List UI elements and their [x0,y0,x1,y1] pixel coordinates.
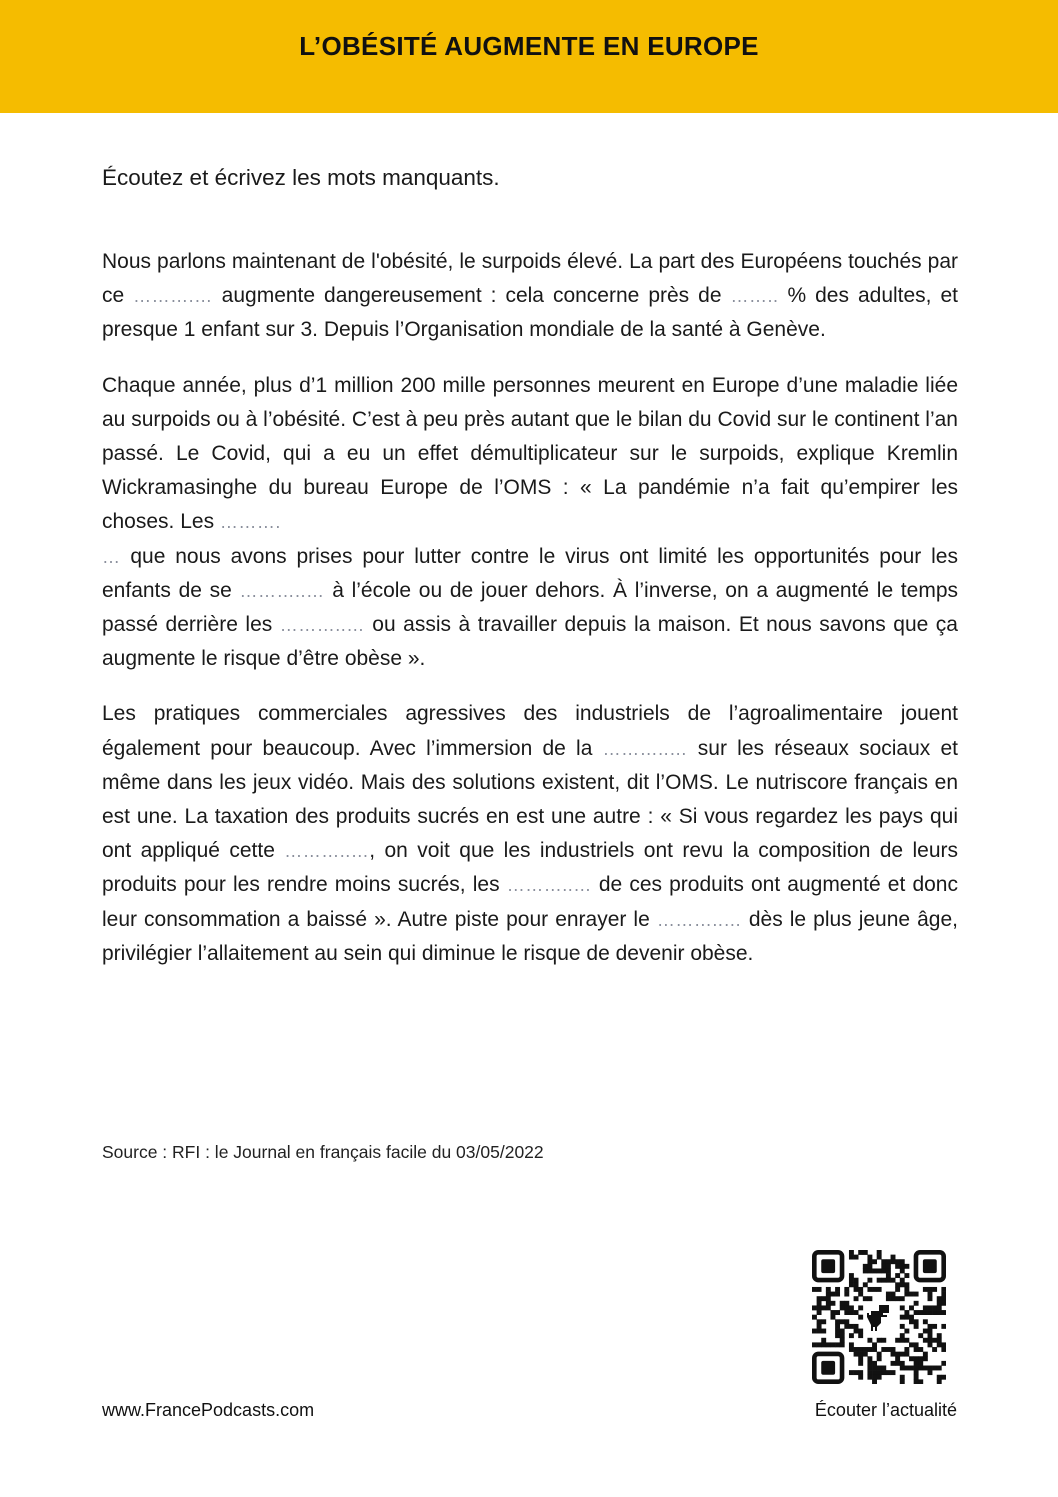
text-segment: augmente dangereusement : cela concerne près de [212,284,731,308]
text-segment: Chaque année, plus d’1 million 200 mille personnes meurent en Europe d’une maladie liée au surpoids ou à l’obésité. C’est à peu près autant que le bilan du Covid sur le continent l’an passé. Le Covid, qui a eu un effet démultiplicateur sur le surpoids, explique Kremlin Wickramasinghe du bureau Europe de l’OMS : « La pandémie n’a fait qu’empirer les choses. Les [102,373,958,534]
paragraph-2 [102,369,958,677]
qr-code-graphic [812,1250,946,1384]
text-segment: dès le plus jeune âge, privilégier l’allaitement au sein qui diminue le risque de devenir obèse. [102,907,958,965]
blank-field: ………..… [656,909,742,930]
article-text [102,245,958,992]
text-segment: ou assis à travailler depuis la maison. Et nous savons que ça augmente le risque d’être obèse ». [102,613,958,671]
instructions: Écoutez et écrivez les mots manquants. [102,165,500,190]
text-segment: Nous parlons maintenant de l'obésité, le surpoids élevé. La part des Européens touchés par ce [102,250,958,308]
blank-field: …….. [730,286,779,307]
blank-field: ………. [219,512,281,533]
blank-field: ……….… [133,286,213,307]
qr-code-icon[interactable] [812,1250,946,1384]
source-citation: Source : RFI : le Journal en français facile du 03/05/2022 [102,1142,544,1162]
paragraph-1 [102,245,958,348]
text-segment: % des adultes, et presque 1 enfant sur 3. Depuis l’Organisation mondiale de la santé à Genève. [102,284,959,342]
page-title: L’OBÉSITÉ AUGMENTE EN EUROPE [299,31,759,61]
title-banner [0,0,1058,113]
blank-field: ………..… [284,841,370,862]
website-link[interactable]: www.FrancePodcasts.com [102,1400,315,1420]
blank-field: … [102,546,121,567]
blank-field: ………..… [602,738,688,759]
blank-field: ………..… [239,580,325,601]
listen-label: Écouter l’actualité [814,1400,957,1420]
text-segment: sur les réseaux sociaux et même dans les jeux vidéo. Mais des solutions existent, dit l’OMS. Le nutriscore français en est une. La taxation des produits sucrés en est une autre : « Si vous regardez les pays qui ont appliqué cette [102,736,959,863]
blank-field: ………..… [506,875,592,896]
text-segment: , on voit que les industriels ont revu la composition de leurs produits pour les rendre moins sucrés, les [102,839,958,897]
text-segment: à l’école ou de jouer dehors. À l’inverse, on a augmenté le temps passé derrière les [102,578,958,637]
blank-field: ………..… [279,615,365,636]
text-segment: Les pratiques commerciales agressives des industriels de l’agroalimentaire jouent également pour beaucoup. Avec l’immersion de la [102,702,958,760]
text-segment: que nous avons prises pour lutter contre le virus ont limité les opportunités pour les enfants de se [102,544,958,602]
paragraph-3 [102,697,958,971]
text-segment: de ces produits ont augmenté et donc leur consommation a baissé ». Autre piste pour enrayer le [102,873,958,931]
